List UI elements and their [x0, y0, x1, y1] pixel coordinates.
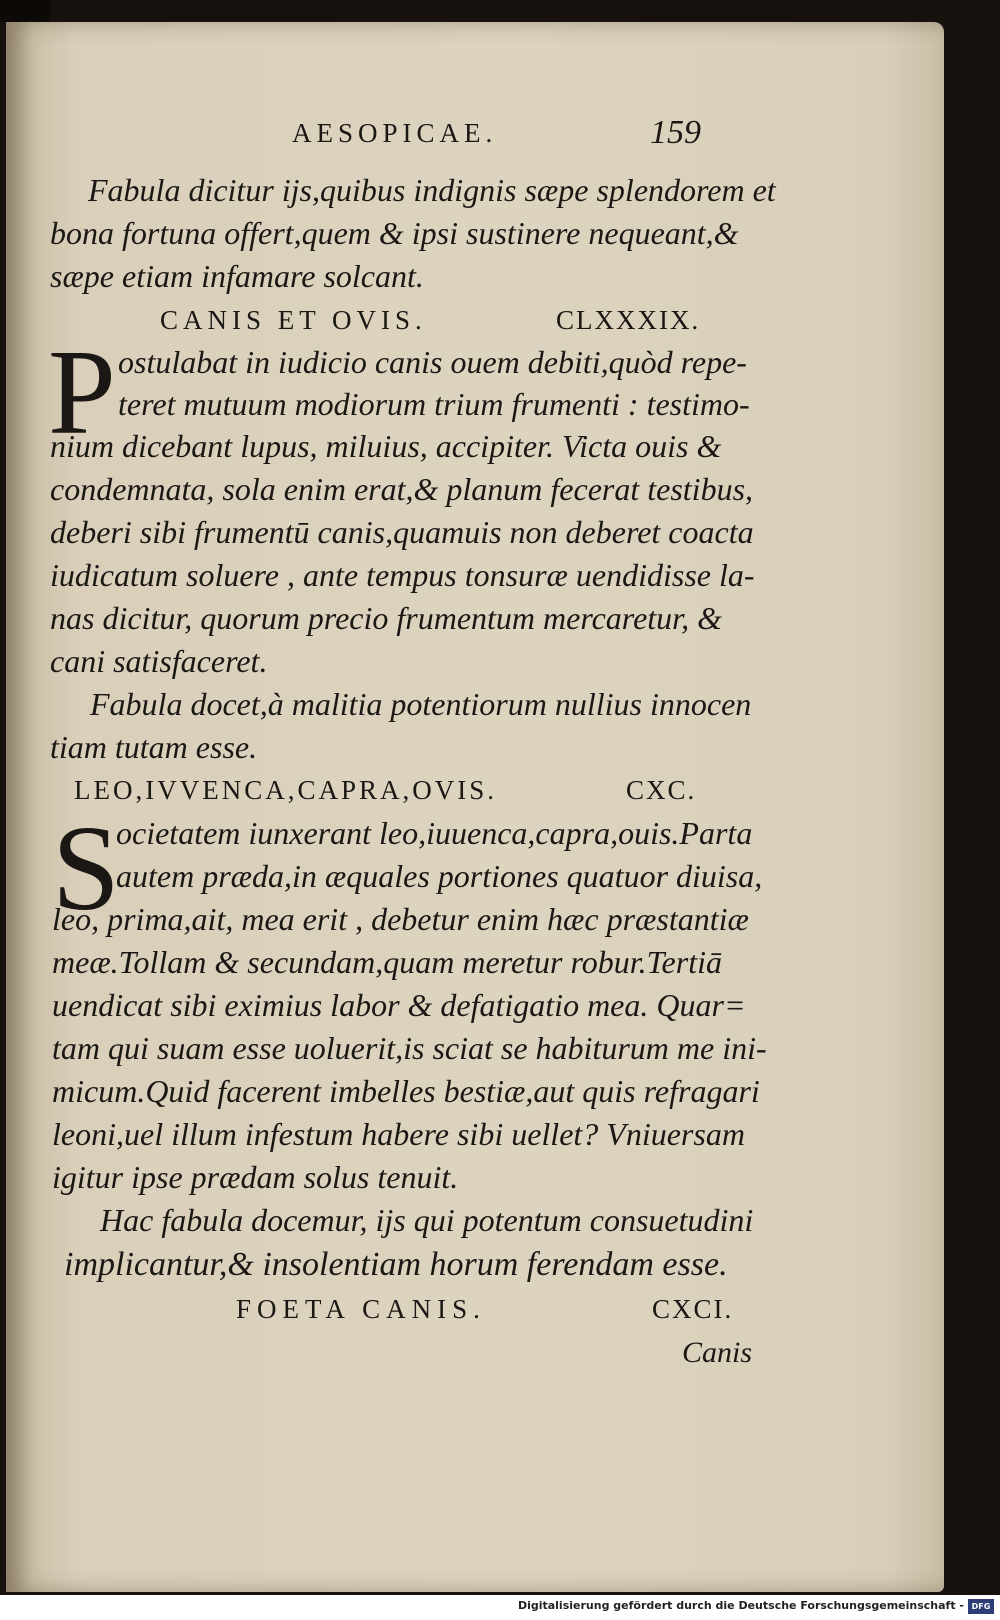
text-line: meæ.Tollam & secundam,quam meretur robur.Tertiā	[52, 944, 722, 980]
text-line: tam qui suam esse uoluerit,is sciat se habiturum me ini-	[52, 1030, 767, 1066]
text-line: bona fortuna offert,quem & ipsi sustinere nequeant,&	[50, 215, 739, 251]
fable-title: LEO,IVVENCA,CAPRA,OVIS.	[74, 775, 498, 805]
binding-shadow	[0, 0, 50, 22]
text-line: ostulabat in iudicio canis ouem debiti,quòd repe-	[118, 344, 747, 380]
dfg-logo: DFG	[968, 1599, 994, 1614]
text-line: teret mutuum modiorum trium frumenti : testimo-	[118, 386, 750, 422]
fable-number: CXC.	[626, 775, 697, 805]
text-line: nas dicitur, quorum precio frumentum mercaretur, &	[50, 600, 722, 636]
fable-number: CXCI.	[652, 1294, 734, 1324]
text-line: iudicatum soluere , ante tempus tonsuræ uendidisse la-	[50, 557, 755, 593]
text-line: Hac fabula docemur, ijs qui potentum consuetudini	[100, 1202, 754, 1238]
running-title: AESOPICAE.	[292, 118, 498, 148]
fable-number: CLXXXIX.	[556, 305, 701, 335]
text-line: implicantur,& insolentiam horum ferendam esse.	[64, 1246, 728, 1283]
text-line: condemnata, sola enim erat,& planum fecerat testibus,	[50, 471, 754, 507]
text-line: igitur ipse prædam solus tenuit.	[52, 1159, 459, 1195]
text-line: nium dicebant lupus, miluius, accipiter. Victa ouis &	[50, 428, 722, 464]
text-line: uendicat sibi eximius labor & defatigatio mea. Quar=	[52, 987, 746, 1023]
text-line: deberi sibi frumentū canis,quamuis non deberet coacta	[50, 514, 754, 550]
text-line: cani satisfaceret.	[50, 643, 268, 679]
text-line: ocietatem iunxerant leo,iuuenca,capra,ouis.Parta	[116, 815, 753, 851]
footer-bar	[0, 1596, 1000, 1620]
footer-credit: Digitalisierung gefördert durch die Deutsche Forschungsgemeinschaft -	[517, 1599, 964, 1612]
drop-cap: P	[48, 325, 116, 460]
text-line: leoni,uel illum infestum habere sibi uellet? Vniuersam	[52, 1116, 745, 1152]
text-line: Fabula docet,à malitia potentiorum nullius innocen	[90, 686, 752, 722]
page-number: 159	[650, 114, 701, 151]
text-line: autem præda,in æquales portiones quatuor diuisa,	[116, 858, 763, 894]
fable-title: FOETA CANIS.	[236, 1294, 486, 1324]
text-line: micum.Quid facerent imbelles bestiæ,aut quis refragari	[52, 1073, 760, 1109]
text-line: leo, prima,ait, mea erit , debetur enim hæc præstantiæ	[52, 901, 749, 937]
text-line: sæpe etiam infamare solcant.	[50, 258, 424, 294]
drop-cap: S	[52, 801, 120, 936]
fable-title: CANIS ET OVIS.	[160, 305, 427, 335]
text-line: tiam tutam esse.	[50, 729, 258, 765]
catchword: Canis	[682, 1336, 753, 1369]
text-line: Fabula dicitur ijs,quibus indignis sæpe splendorem et	[88, 172, 776, 208]
